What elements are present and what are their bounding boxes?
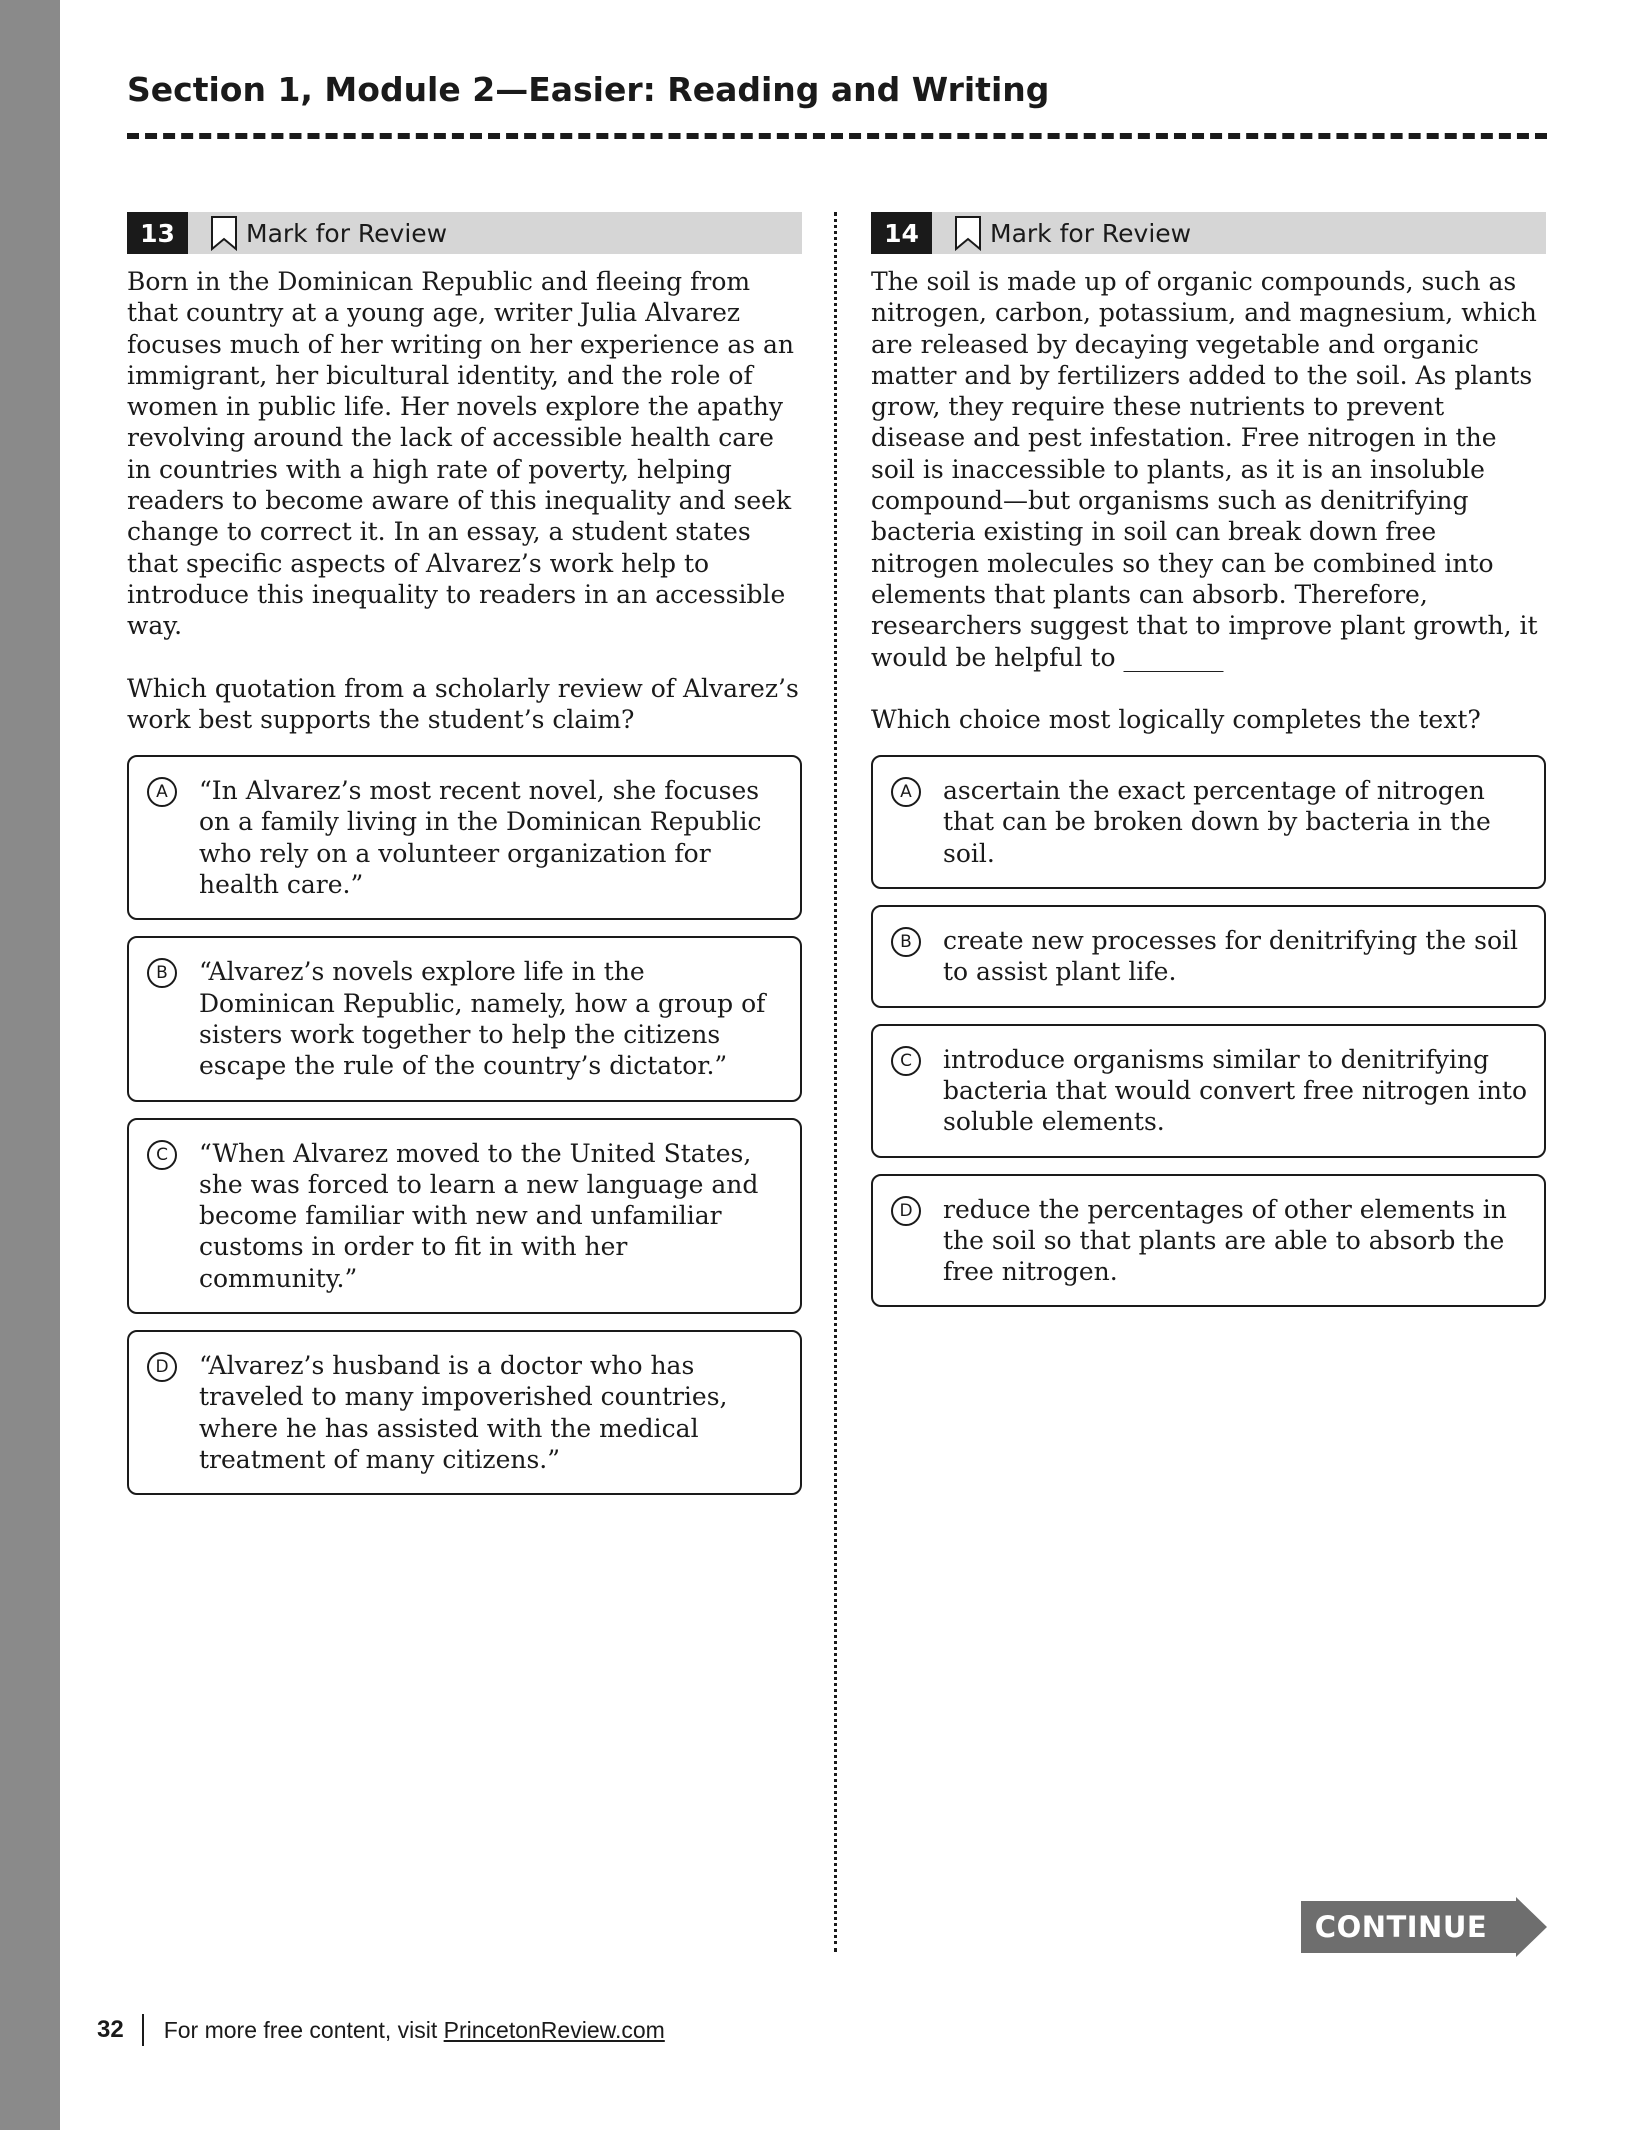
page-footer [97, 2013, 665, 2047]
choice-text: introduce organisms similar to denitrifying bacteria that would convert free nitrogen into soluble elements. [943, 1044, 1528, 1137]
choice-letter-badge: D [891, 1196, 921, 1226]
choice-letter-badge: C [891, 1046, 921, 1076]
answer-choice-a[interactable] [871, 755, 1546, 889]
bookmark-icon[interactable] [210, 215, 238, 251]
column-divider [834, 212, 837, 1952]
continue-button[interactable] [1301, 1897, 1547, 1957]
answer-choice-d[interactable] [871, 1174, 1546, 1308]
page-number: 32 [97, 2016, 124, 2043]
page-edge-bar [0, 0, 60, 2130]
answer-choice-b[interactable] [127, 936, 802, 1101]
answer-choices [871, 755, 1546, 1307]
choice-text: “Alvarez’s husband is a doctor who has traveled to many impoverished countries, where he has assisted with the medical treatment of many citizens.” [199, 1351, 728, 1474]
choice-letter-badge: A [147, 777, 177, 807]
bookmark-icon[interactable] [954, 215, 982, 251]
passage-text: The soil is made up of organic compounds, such as nitrogen, carbon, potassium, and magnesium, which are released by decaying vegetable and organic matter and by fertilizers added to the soil. As plants grow, they require these nutrients to prevent disease and pest infestation. Free nitrogen in the soil is inaccessible to plants, as it is an insoluble compound—but organisms such as denitrifying bacteria existing in soil can break down free nitrogen molecules so they can be combined into elements that plants can absorb. Therefore, researchers suggest that to improve plant growth, it would be helpful to ________ [871, 267, 1538, 672]
choice-letter-badge: A [891, 777, 921, 807]
choice-letter-badge: B [891, 927, 921, 957]
choice-text: reduce the percentages of other elements in the soil so that plants are able to absorb the free nitrogen. [943, 1194, 1507, 1287]
answer-choice-c[interactable] [871, 1024, 1546, 1158]
choice-letter-badge: D [147, 1352, 177, 1382]
answer-choice-c[interactable] [127, 1118, 802, 1314]
footer-text: For more free content, visit [163, 2016, 444, 2043]
choice-letter-badge: C [147, 1140, 177, 1170]
choice-text: “Alvarez’s novels explore life in the Dominican Republic, namely, how a group of sisters work together to help the citizens escape the rule of the country’s dictator.” [199, 957, 766, 1081]
mark-for-review-button[interactable]: Mark for Review [246, 218, 448, 248]
question-header [127, 212, 802, 254]
passage-text: Born in the Dominican Republic and fleeing from that country at a young age, writer Julia Alvarez focuses much of her writing on her experience as an immigrant, her bicultural identity, and the role of women in public life. Her novels explore the apathy revolving around the lack of accessible health care in countries with a high rate of poverty, helping readers to become aware of this inequality and seek change to correct it. In an essay, a student states that specific aspects of Alvarez’s work help to introduce this inequality to readers in an accessible way. [127, 267, 795, 641]
question-prompt: Which choice most logically completes the text? [871, 704, 1481, 734]
answer-choice-d[interactable] [127, 1330, 802, 1495]
question-number: 13 [127, 212, 188, 254]
answer-choice-b[interactable] [871, 905, 1546, 1008]
mark-for-review-button[interactable]: Mark for Review [990, 218, 1192, 248]
continue-label: CONTINUE [1314, 1910, 1488, 1944]
choice-text: “In Alvarez’s most recent novel, she focuses on a family living in the Dominican Republic who rely on a volunteer organization for health care.” [199, 776, 762, 900]
choice-text: “When Alvarez moved to the United States, she was forced to learn a new language and become familiar with new and unfamiliar customs in order to fit in with her community.” [199, 1138, 759, 1293]
page-title: Section 1, Module 2—Easier: Reading and Writing [127, 70, 1050, 109]
choice-letter-badge: B [147, 958, 177, 988]
question-prompt: Which quotation from a scholarly review of Alvarez’s work best supports the student’s claim? [127, 673, 799, 734]
choice-text: create new processes for denitrifying the soil to assist plant life. [943, 926, 1518, 987]
answer-choice-a[interactable] [127, 755, 802, 920]
footer-separator [142, 2014, 144, 2046]
question-header [871, 212, 1546, 254]
footer-link[interactable]: PrincetonReview.com [443, 2016, 665, 2043]
answer-choices [127, 755, 802, 1495]
title-rule [127, 133, 1547, 139]
question-13 [127, 212, 802, 1511]
question-number: 14 [871, 212, 932, 254]
question-14 [871, 212, 1546, 1323]
choice-text: ascertain the exact percentage of nitrogen that can be broken down by bacteria in the soil. [943, 776, 1491, 868]
